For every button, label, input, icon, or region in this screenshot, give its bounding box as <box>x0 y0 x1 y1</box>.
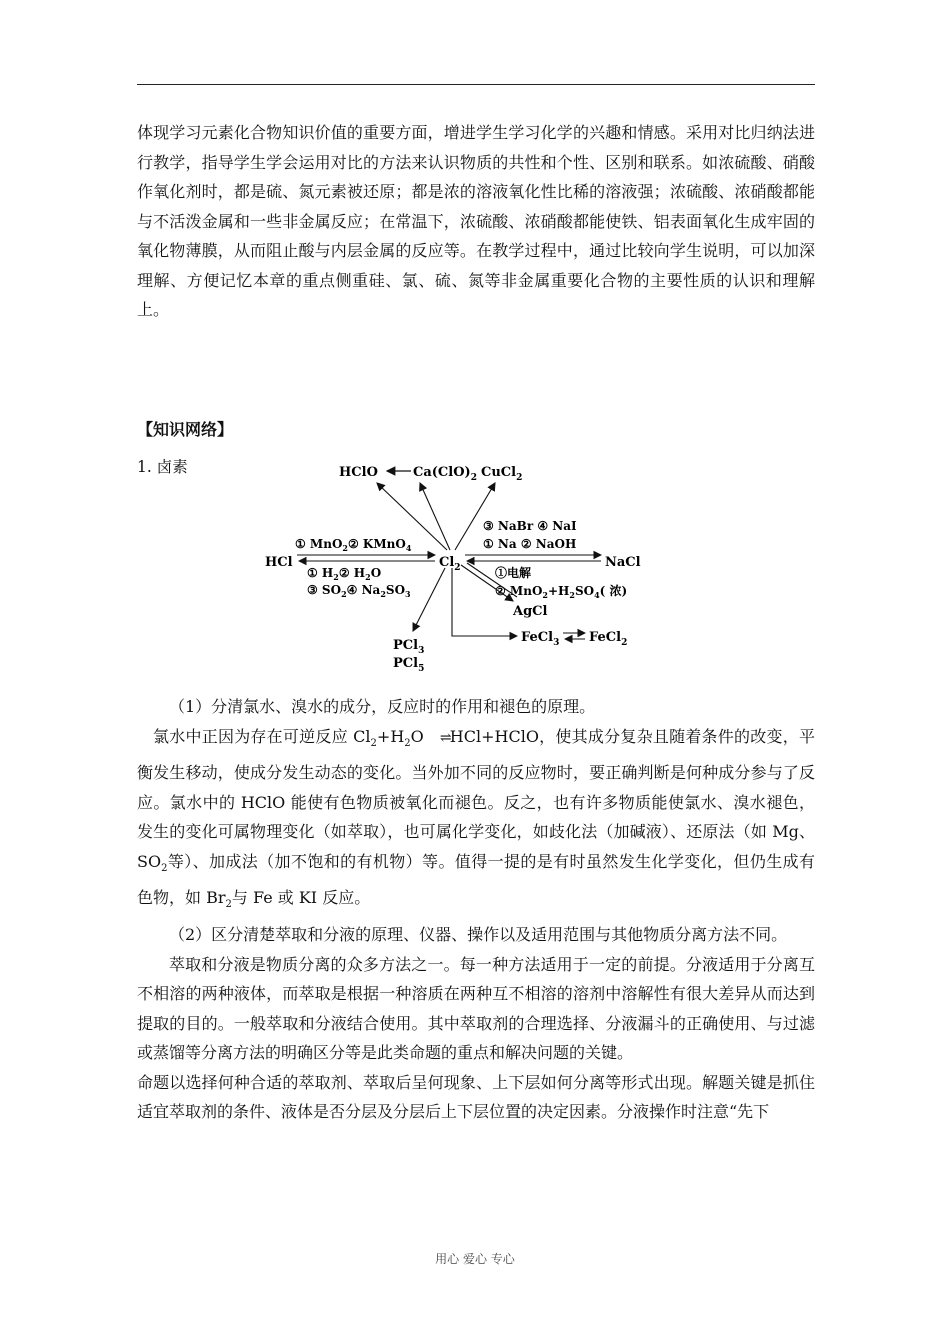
point-1-title: （1）分清氯水、溴水的成分，反应时的作用和褪色的原理。 <box>169 697 596 716</box>
point-2-body: 萃取和分液是物质分离的众多方法之一。每一种方法适用于一定的前提。分液适用于分离互不相溶的两种液体，而萃取是根据一种溶质在两种互不相溶的溶剂中溶解性有很大差异从而达到提取的目的。一般萃取和分液结合使用。其中萃取剂的合理选择、分液漏斗的正确使用、与过滤或蒸馏等分离方法的明确区分等是此类命题的重点和解决问题的关键。 <box>137 954 815 1063</box>
label-mno2-kmno4: ① MnO$_2$② KMnO$_4$ <box>295 537 412 553</box>
label-nabr-nai: ③ NaBr ④ NaI <box>483 519 577 533</box>
label-mno2-h2so4: ② $MnO_2+H_2SO_4$( 浓) <box>495 584 628 600</box>
node-fecl2: FeCl$_2$ <box>589 630 628 648</box>
intro-paragraph <box>137 118 815 325</box>
section-heading: 【知识网络】 <box>137 420 234 439</box>
node-caclo2: $Ca(ClO)_2$ <box>413 465 477 483</box>
header-rule <box>137 84 815 85</box>
subsection-label: 1. 卤素 <box>137 458 188 476</box>
node-hcl: HCl <box>265 555 293 570</box>
node-pcl3: PCl$_3$ <box>393 638 425 656</box>
point-1-body: 氯水中正因为存在可逆反应 $Cl_2+H_2O$ ⇌HCl+HClO，使其成分复杂且随着条件的改变，平衡发生移动，使成分发生动态的变化。当外加不同的反应物时，要正确判断是何种成分参与了反应。氯水中的 HClO 能使有色物质被氧化而褪色。反之，也有许多物质能使氯水、溴水褪色，发生的变化可属物理变化（如萃取），也可属化学变化，如歧化法（加碱液）、还原法（如 Mg、$SO_2$等）、加成法（加不饱和的有机物）等。值得一提的是有时虽然发生化学变化，但仍生成有色物，如 $Br_2$与 Fe 或 KI 反应。 <box>137 722 815 921</box>
intro-text: 体现学习元素化合物知识价值的重要方面，增进学生学习化学的兴趣和情感。采用对比归纳法进行教学，指导学生学会运用对比的方法来认识物质的共性和个性、区别和联系。如浓硫酸、硝酸作氧化剂时，都是硫、氮元素被还原；都是浓的溶液氧化性比稀的溶液强；浓硫酸、浓硝酸都能与不活泼金属和一些非金属反应；在常温下，浓硫酸、浓硝酸都能使铁、铝表面氧化生成牢固的氧化物薄膜，从而阻止酸与内层金属的反应等。在教学过程中，通过比较向学生说明，可以加深理解、方便记忆本章的重点侧重硅、氯、硫、氮等非金属重要化合物的主要性质的认识和理解上。 <box>137 123 815 319</box>
label-so2-na2so3: ③ $SO_2④$ $Na_2SO_3$ <box>307 583 411 599</box>
label-na-naoh: ① Na ② NaOH <box>483 537 577 551</box>
node-cl2: $Cl_2$ <box>439 555 461 573</box>
equilibrium-arrow-icon: ⇌ <box>439 729 450 746</box>
body-section <box>137 692 815 1127</box>
page-footer: 用心 爱心 专心 <box>435 1252 515 1266</box>
point-2-body-continued: 命题以选择何种合适的萃取剂、萃取后呈何现象、上下层如何分离等形式出现。解题关键是抓住适宜萃取剂的条件、液体是否分层及分层后上下层位置的决定因素。分液操作时注意“先下 <box>137 1072 815 1122</box>
point-2-title: （2）区分清楚萃取和分液的原理、仪器、操作以及适用范围与其他物质分离方法不同。 <box>169 925 788 945</box>
node-fecl3: FeCl$_3$ <box>521 630 560 648</box>
arrow-cl2-to-caclo2 <box>420 483 450 550</box>
arrow-cl2-to-pcl <box>413 568 445 631</box>
node-pcl5: PCl$_5$ <box>393 656 425 674</box>
node-hclo: HClO <box>339 465 378 480</box>
label-electrolysis: ①电解 <box>495 566 532 580</box>
label-h2-h2o: ① $H_2②$ $H_2O$ <box>307 566 382 582</box>
node-nacl: NaCl <box>605 555 641 570</box>
node-agcl: AgCl <box>513 604 548 619</box>
node-cucl2: CuCl$_2$ <box>481 465 523 483</box>
halogen-network-diagram <box>255 455 675 675</box>
